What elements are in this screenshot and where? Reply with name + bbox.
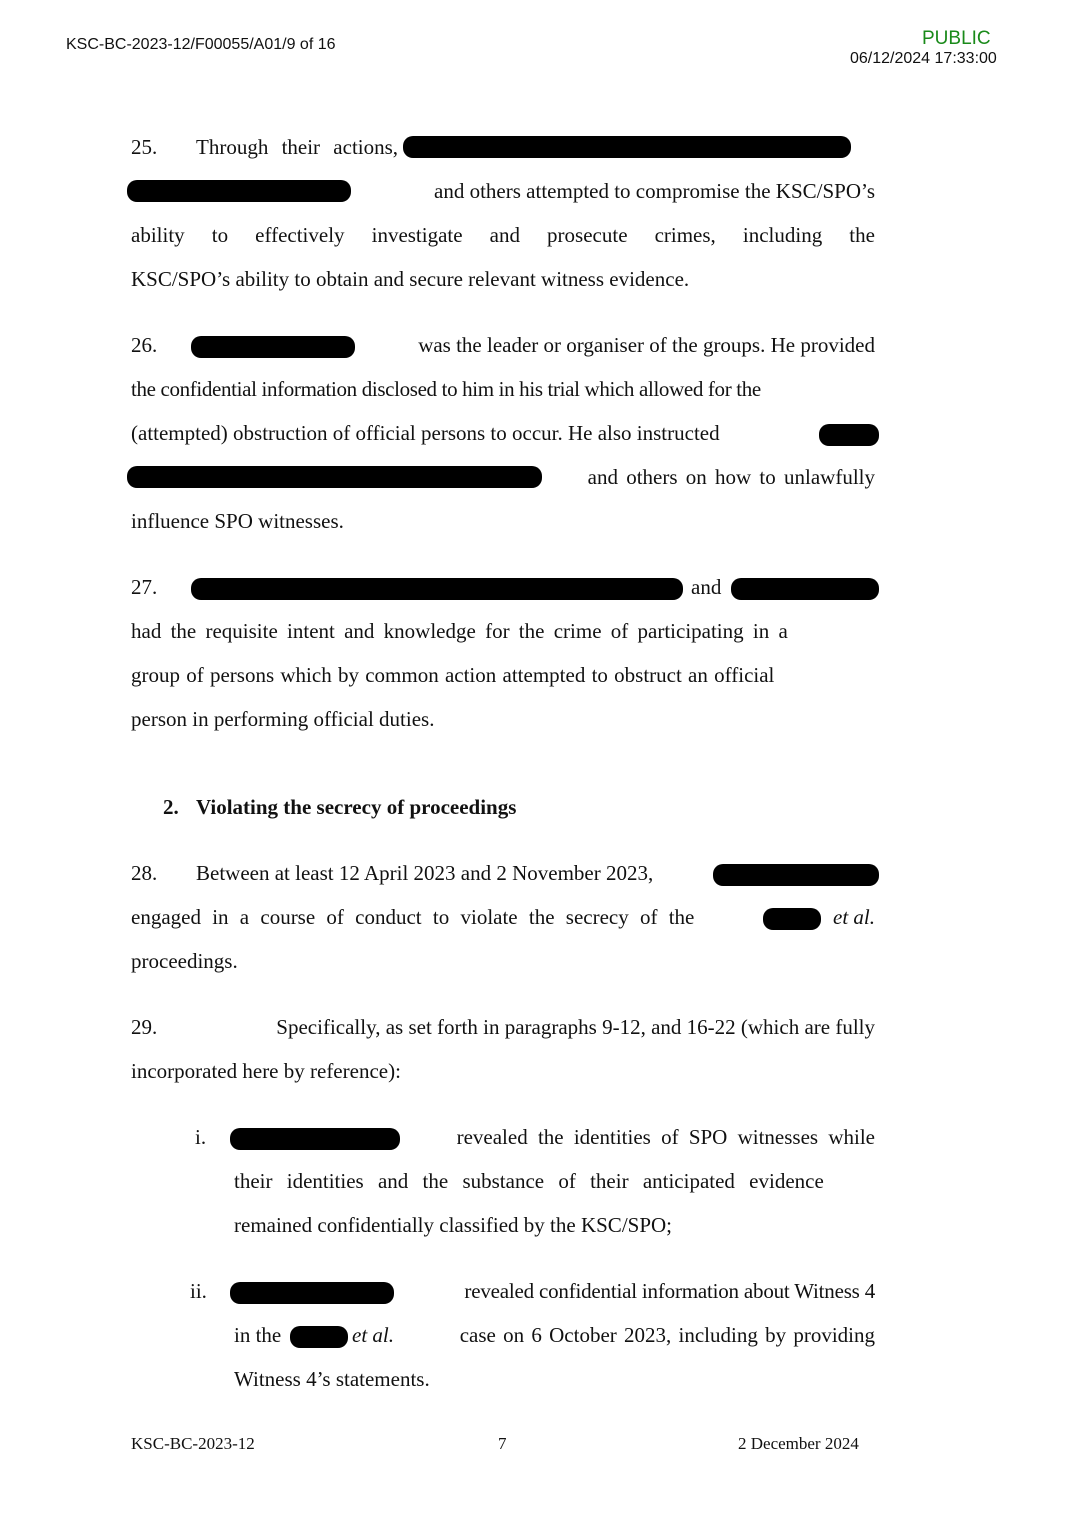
paragraph-26-line-4 bbox=[127, 465, 875, 490]
item-number: ii. bbox=[190, 1279, 207, 1303]
text: was the leader or organiser of the groups. He provided bbox=[418, 333, 875, 357]
word: including bbox=[742, 223, 823, 247]
text: Between at least 12 April 2023 and 2 November 2023, bbox=[196, 861, 654, 885]
redaction-bar bbox=[713, 864, 879, 886]
section-heading bbox=[163, 795, 517, 819]
paragraph-28-line-1 bbox=[131, 861, 879, 885]
redaction-bar bbox=[403, 136, 851, 158]
redaction-bar bbox=[731, 578, 879, 600]
redaction-bar bbox=[191, 336, 355, 358]
paragraph-number: 26. bbox=[131, 333, 158, 357]
document-id: KSC-BC-2023-12/F00055/A01/9 of 16 bbox=[66, 36, 336, 53]
text: and bbox=[691, 575, 722, 599]
text: in the bbox=[234, 1323, 282, 1347]
text: and others on how to unlawfully bbox=[587, 465, 875, 489]
paragraph-26-line-2: the confidential information disclosed to him in his trial which allowed for the bbox=[131, 377, 761, 401]
paragraph-27-line-2: had the requisite intent and knowledge for the crime of participating in a bbox=[131, 619, 788, 643]
text: revealed confidential information about Witness 4 bbox=[464, 1279, 875, 1303]
item-number: i. bbox=[195, 1125, 207, 1149]
paragraph-number: 28. bbox=[131, 861, 158, 885]
paragraph-25-line-2 bbox=[127, 179, 875, 204]
word: investigate bbox=[371, 223, 463, 247]
paragraph-26-line-3 bbox=[131, 421, 879, 445]
italic-text: et al. bbox=[352, 1323, 394, 1347]
redaction-bar bbox=[819, 424, 879, 446]
text: (attempted) obstruction of official persons to occur. He also instructed bbox=[131, 421, 720, 445]
section-title: Violating the secrecy of proceedings bbox=[196, 795, 517, 819]
paragraph-27-line-1 bbox=[131, 575, 879, 599]
item-ii-line-2 bbox=[234, 1323, 875, 1347]
text: and others attempted to compromise the KSC/SPO’s bbox=[434, 179, 875, 203]
italic-text: et al. bbox=[833, 905, 875, 929]
word: to bbox=[211, 223, 229, 247]
paragraph-29-line-1 bbox=[131, 1015, 875, 1039]
redaction-bar bbox=[763, 908, 821, 930]
redaction-bar bbox=[127, 180, 351, 202]
item-i-line-1 bbox=[195, 1125, 875, 1149]
filing-timestamp: 06/12/2024 17:33:00 bbox=[850, 50, 997, 67]
paragraph-number: 29. bbox=[131, 1015, 158, 1039]
redaction-bar bbox=[290, 1326, 348, 1348]
word: crimes, bbox=[654, 223, 716, 247]
item-i-line-2: their identities and the substance of their anticipated evidence bbox=[234, 1169, 824, 1193]
paragraph-25-line-1 bbox=[131, 135, 885, 159]
paragraph-26-line-5: influence SPO witnesses. bbox=[131, 509, 344, 533]
word: effectively bbox=[255, 223, 345, 247]
section-number: 2. bbox=[163, 795, 179, 819]
redaction-bar bbox=[191, 578, 683, 600]
paragraph-29-line-2: incorporated here by reference): bbox=[131, 1059, 401, 1083]
paragraph-28-line-2 bbox=[131, 905, 875, 929]
word: the bbox=[849, 223, 875, 247]
item-ii-line-3: Witness 4’s statements. bbox=[234, 1367, 430, 1391]
paragraph-26-line-1 bbox=[131, 333, 875, 357]
word: and bbox=[489, 223, 520, 247]
paragraph-number: 25. bbox=[131, 135, 158, 159]
paragraph-25-line-3 bbox=[131, 223, 875, 247]
text: case on 6 October 2023, including by providing bbox=[459, 1323, 875, 1347]
footer-page-number: 7 bbox=[498, 1434, 507, 1453]
footer-date: 2 December 2024 bbox=[738, 1434, 859, 1453]
text: engaged in a course of conduct to violate the secrecy of the bbox=[131, 905, 695, 929]
redaction-bar bbox=[230, 1282, 394, 1304]
text: revealed the identities of SPO witnesses while bbox=[456, 1125, 875, 1149]
paragraph-27-line-4: person in performing official duties. bbox=[131, 707, 435, 731]
item-i-line-3: remained confidentially classified by the KSC/SPO; bbox=[234, 1213, 673, 1237]
text: Specifically, as set forth in paragraphs 9-12, and 16-22 (which are fully bbox=[276, 1015, 875, 1039]
text: Through their actions, bbox=[196, 135, 399, 159]
redaction-bar bbox=[127, 466, 542, 488]
footer-case-number: KSC-BC-2023-12 bbox=[131, 1434, 255, 1453]
item-ii-line-1 bbox=[190, 1279, 875, 1303]
word: prosecute bbox=[547, 223, 628, 247]
paragraph-28-line-3: proceedings. bbox=[131, 949, 238, 973]
redaction-bar bbox=[230, 1128, 400, 1150]
word: ability bbox=[131, 223, 185, 247]
paragraph-number: 27. bbox=[131, 575, 158, 599]
classification-label: PUBLIC bbox=[922, 28, 991, 49]
paragraph-27-line-3: group of persons which by common action attempted to obstruct an official bbox=[131, 663, 775, 687]
paragraph-25-line-4: KSC/SPO’s ability to obtain and secure relevant witness evidence. bbox=[131, 267, 690, 291]
